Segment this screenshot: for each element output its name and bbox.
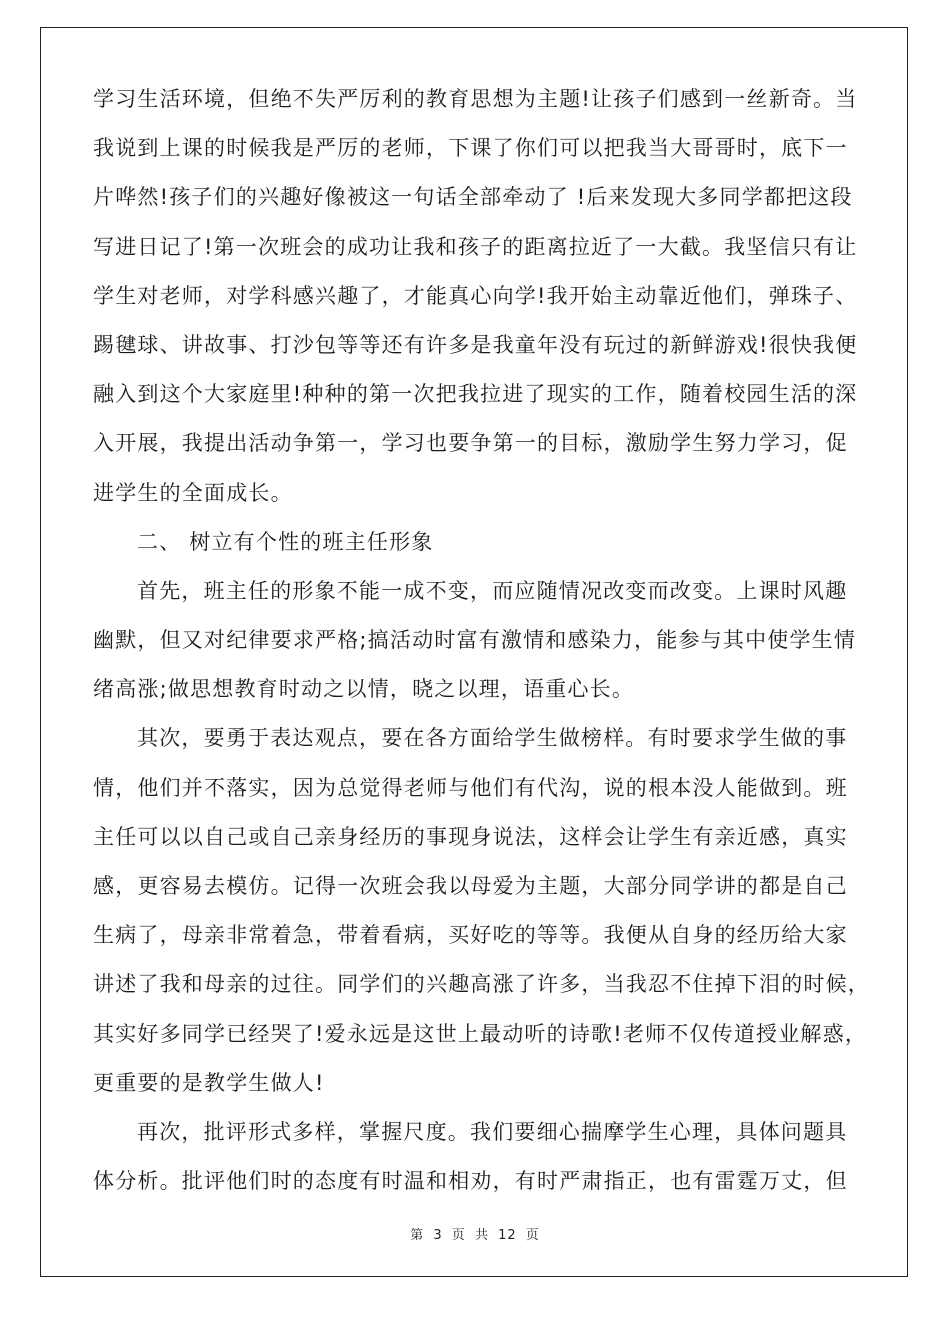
- footer-suffix: 页: [525, 1228, 540, 1243]
- text-line: 写进日记了!第一次班会的成功让我和孩子的距离拉近了一大截。我坚信只有让: [93, 234, 858, 259]
- footer-current-page: 3: [433, 1228, 443, 1243]
- text-line: 学习生活环境，但绝不失严厉利的教育思想为主题!让孩子们感到一丝新奇。当: [93, 87, 858, 111]
- footer-total-word: 共: [474, 1228, 489, 1243]
- text-line: 首先，班主任的形象不能一成不变，而应随情况改变而改变。上课时风趣: [137, 578, 848, 603]
- footer-total-pages: 12: [498, 1228, 517, 1243]
- text-line: 其实好多同学已经哭了!爱永远是这世上最动听的诗歌!老师不仅传道授业解惑，: [93, 1021, 868, 1046]
- text-line: 更重要的是教学生做人!: [93, 1070, 325, 1095]
- text-line: 绪高涨;做思想教育时动之以情，晓之以理，语重心长。: [93, 677, 635, 702]
- text-line: 体分析。批评他们时的态度有时温和相劝，有时严肃指正，也有雷霆万丈，但: [93, 1169, 848, 1194]
- text-line: 融入到这个大家庭里!种种的第一次把我拉进了现实的工作，随着校园生活的深: [93, 382, 858, 407]
- text-line: 进学生的全面成长。: [93, 480, 293, 505]
- footer-prefix: 第: [410, 1228, 425, 1243]
- text-line: 学生对老师，对学科感兴趣了，才能真心向学!我开始主动靠近他们，弹珠子、: [93, 283, 858, 308]
- text-line: 幽默，但又对纪律要求严格;搞活动时富有激情和感染力，能参与其中使学生情: [93, 628, 857, 653]
- text-line: 讲述了我和母亲的过往。同学们的兴趣高涨了许多，当我忍不住掉下泪的时候，: [93, 972, 870, 997]
- text-line: 情，他们并不落实，因为总觉得老师与他们有代沟，说的根本没人能做到。班: [93, 775, 848, 800]
- text-line: 其次，要勇于表达观点，要在各方面给学生做榜样。有时要求学生做的事: [137, 726, 848, 751]
- text-line: 主任可以以自己或自己亲身经历的事现身说法，这样会让学生有亲近感，真实: [93, 824, 848, 849]
- text-line: 感，更容易去模仿。记得一次班会我以母爱为主题，大部分同学讲的都是自己: [93, 874, 848, 898]
- text-line: 二、 树立有个性的班主任形象: [137, 529, 434, 554]
- page-footer: [0, 1224, 950, 1243]
- text-line: 再次，批评形式多样，掌握尺度。我们要细心揣摩学生心理，具体问题具: [137, 1119, 848, 1144]
- document-body: [93, 75, 870, 1206]
- text-line: 踢毽球、讲故事、打沙包等等还有许多是我童年没有玩过的新鲜游戏!很快我便: [93, 332, 858, 357]
- text-line: 入开展，我提出活动争第一，学习也要争第一的目标，激励学生努力学习，促: [93, 431, 848, 456]
- text-line: 片哗然!孩子们的兴趣好像被这一句话全部牵动了 !后来发现大多同学都把这段: [93, 185, 853, 210]
- text-line: 生病了，母亲非常着急，带着看病，买好吃的等等。我便从自身的经历给大家: [93, 923, 848, 948]
- footer-page-word: 页: [451, 1228, 466, 1243]
- text-line: 我说到上课的时候我是严厉的老师，下课了你们可以把我当大哥哥时，底下一: [93, 136, 848, 161]
